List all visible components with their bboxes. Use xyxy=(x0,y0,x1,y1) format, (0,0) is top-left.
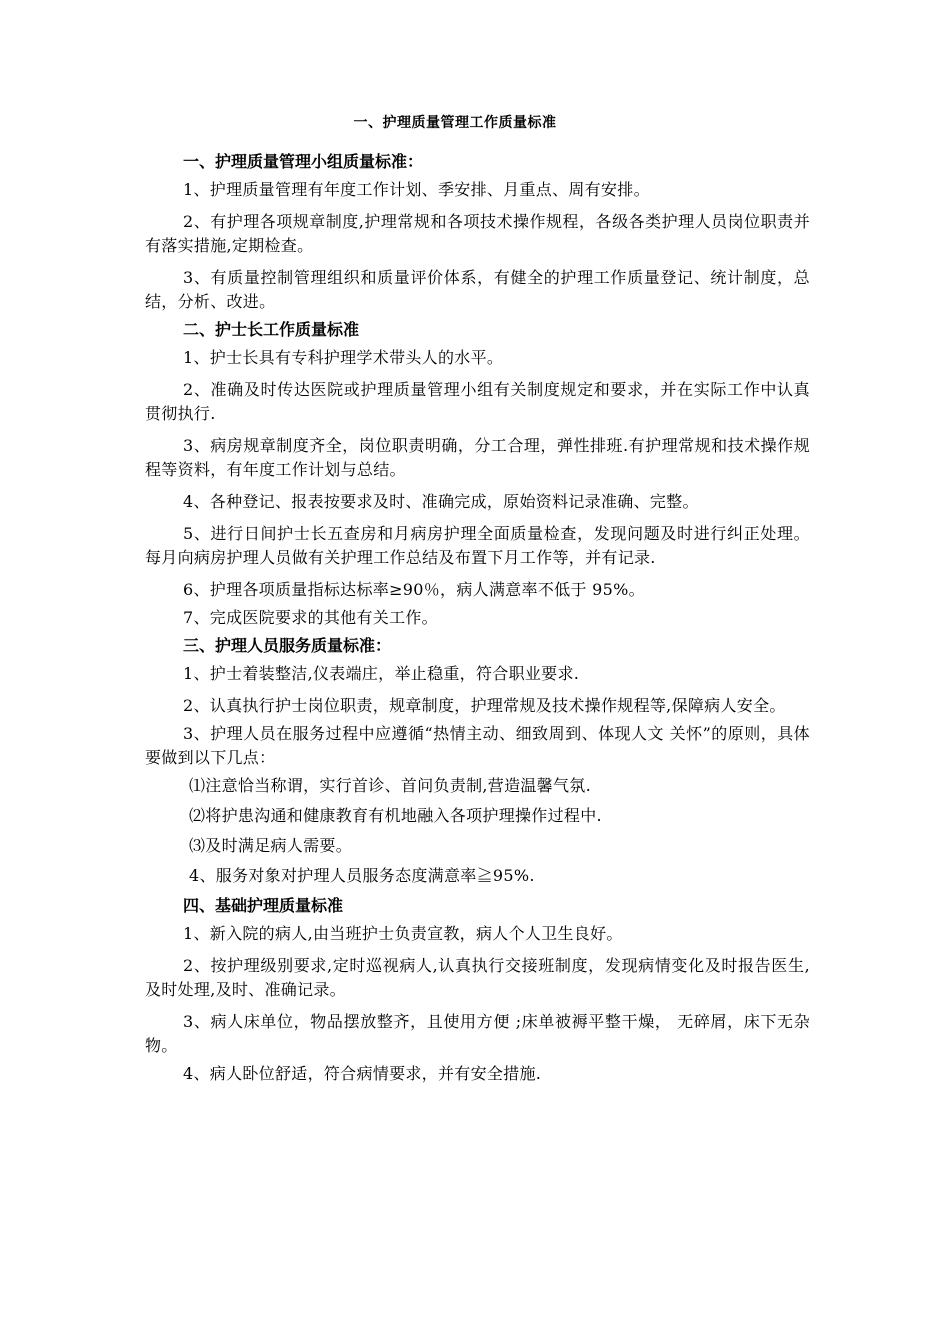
section-3-item-1: 1、护士着装整洁,仪表端庄，举止稳重，符合职业要求. xyxy=(183,664,580,683)
section-heading-3: 三、护理人员服务质量标准： xyxy=(183,636,392,655)
section-3-subitem-3: ⑶及时满足病人需要。 xyxy=(189,836,353,855)
section-3-subitem-1: ⑴注意恰当称谓，实行首诊、首问负责制,营造温馨气氛. xyxy=(189,776,591,795)
section-heading-1: 一、护理质量管理小组质量标准： xyxy=(183,152,424,171)
section-1-item-2: 2、有护理各项规章制度,护理常规和各项技术操作规程，各级各类护理人员岗位职责并有落实措施,定期检查。 xyxy=(145,212,810,255)
section-2-item-5: 5、进行日间护士长五查房和月病房护理全面质量检查，发现问题及时进行纠正处理。每月向病房护理人员做有关护理工作总结及布置下月工作等，并有记录. xyxy=(145,524,810,567)
section-2-item-2: 2、准确及时传达医院或护理质量管理小组有关制度规定和要求，并在实际工作中认真贯彻执行. xyxy=(145,380,810,423)
section-4-item-3: 3、病人床单位，物品摆放整齐，且使用方便 ;床单被褥平整干燥， 无碎屑，床下无杂物。 xyxy=(145,1012,810,1055)
section-heading-2: 二、护士长工作质量标准 xyxy=(183,320,360,339)
section-2-item-1: 1、护士长具有专科护理学术带头人的水平。 xyxy=(183,348,504,367)
section-heading-4: 四、基础护理质量标准 xyxy=(183,896,344,915)
section-2-item-6: 6、护理各项质量指标达标率≥90％，病人满意率不低于 95%。 xyxy=(183,580,645,599)
section-2-item-3: 3、病房规章制度齐全，岗位职责明确，分工合理，弹性排班.有护理常规和技术操作规程等资料，有年度工作计划与总结。 xyxy=(145,436,810,479)
section-1-item-1: 1、护理质量管理有年度工作计划、季安排、月重点、周有安排。 xyxy=(183,180,650,199)
section-4-item-4: 4、病人卧位舒适，符合病情要求，并有安全措施. xyxy=(183,1064,542,1083)
section-4-item-2: 2、按护理级别要求,定时巡视病人,认真执行交接班制度，发现病情变化及时报告医生,及时处理,及时、准确记录。 xyxy=(145,956,810,999)
document-title: 一、护理质量管理工作质量标准 xyxy=(353,115,557,131)
section-2-item-7: 7、完成医院要求的其他有关工作。 xyxy=(183,608,438,627)
section-3-item-3: 3、护理人员在服务过程中应遵循“热情主动、细致周到、体现人文 关怀”的原则，具体要做到以下几点： xyxy=(145,724,810,767)
section-1-item-3: 3、有质量控制管理组织和质量评价体系，有健全的护理工作质量登记、统计制度，总结，分析、改进。 xyxy=(145,268,810,311)
section-4-item-1: 1、新入院的病人,由当班护士负责宣教，病人个人卫生良好。 xyxy=(183,924,623,943)
section-3-item-2: 2、认真执行护士岗位职责，规章制度，护理常规及技术操作规程等,保障病人安全。 xyxy=(183,696,786,715)
document-body xyxy=(145,150,810,1094)
section-3-item-4: 4、服务对象对护理人员服务态度满意率≧95%. xyxy=(189,866,535,885)
section-3-subitem-2: ⑵将护患沟通和健康教育有机地融入各项护理操作过程中. xyxy=(189,806,602,825)
section-2-item-4: 4、各种登记、报表按要求及时、准确完成，原始资料记录准确、完整。 xyxy=(183,492,699,511)
